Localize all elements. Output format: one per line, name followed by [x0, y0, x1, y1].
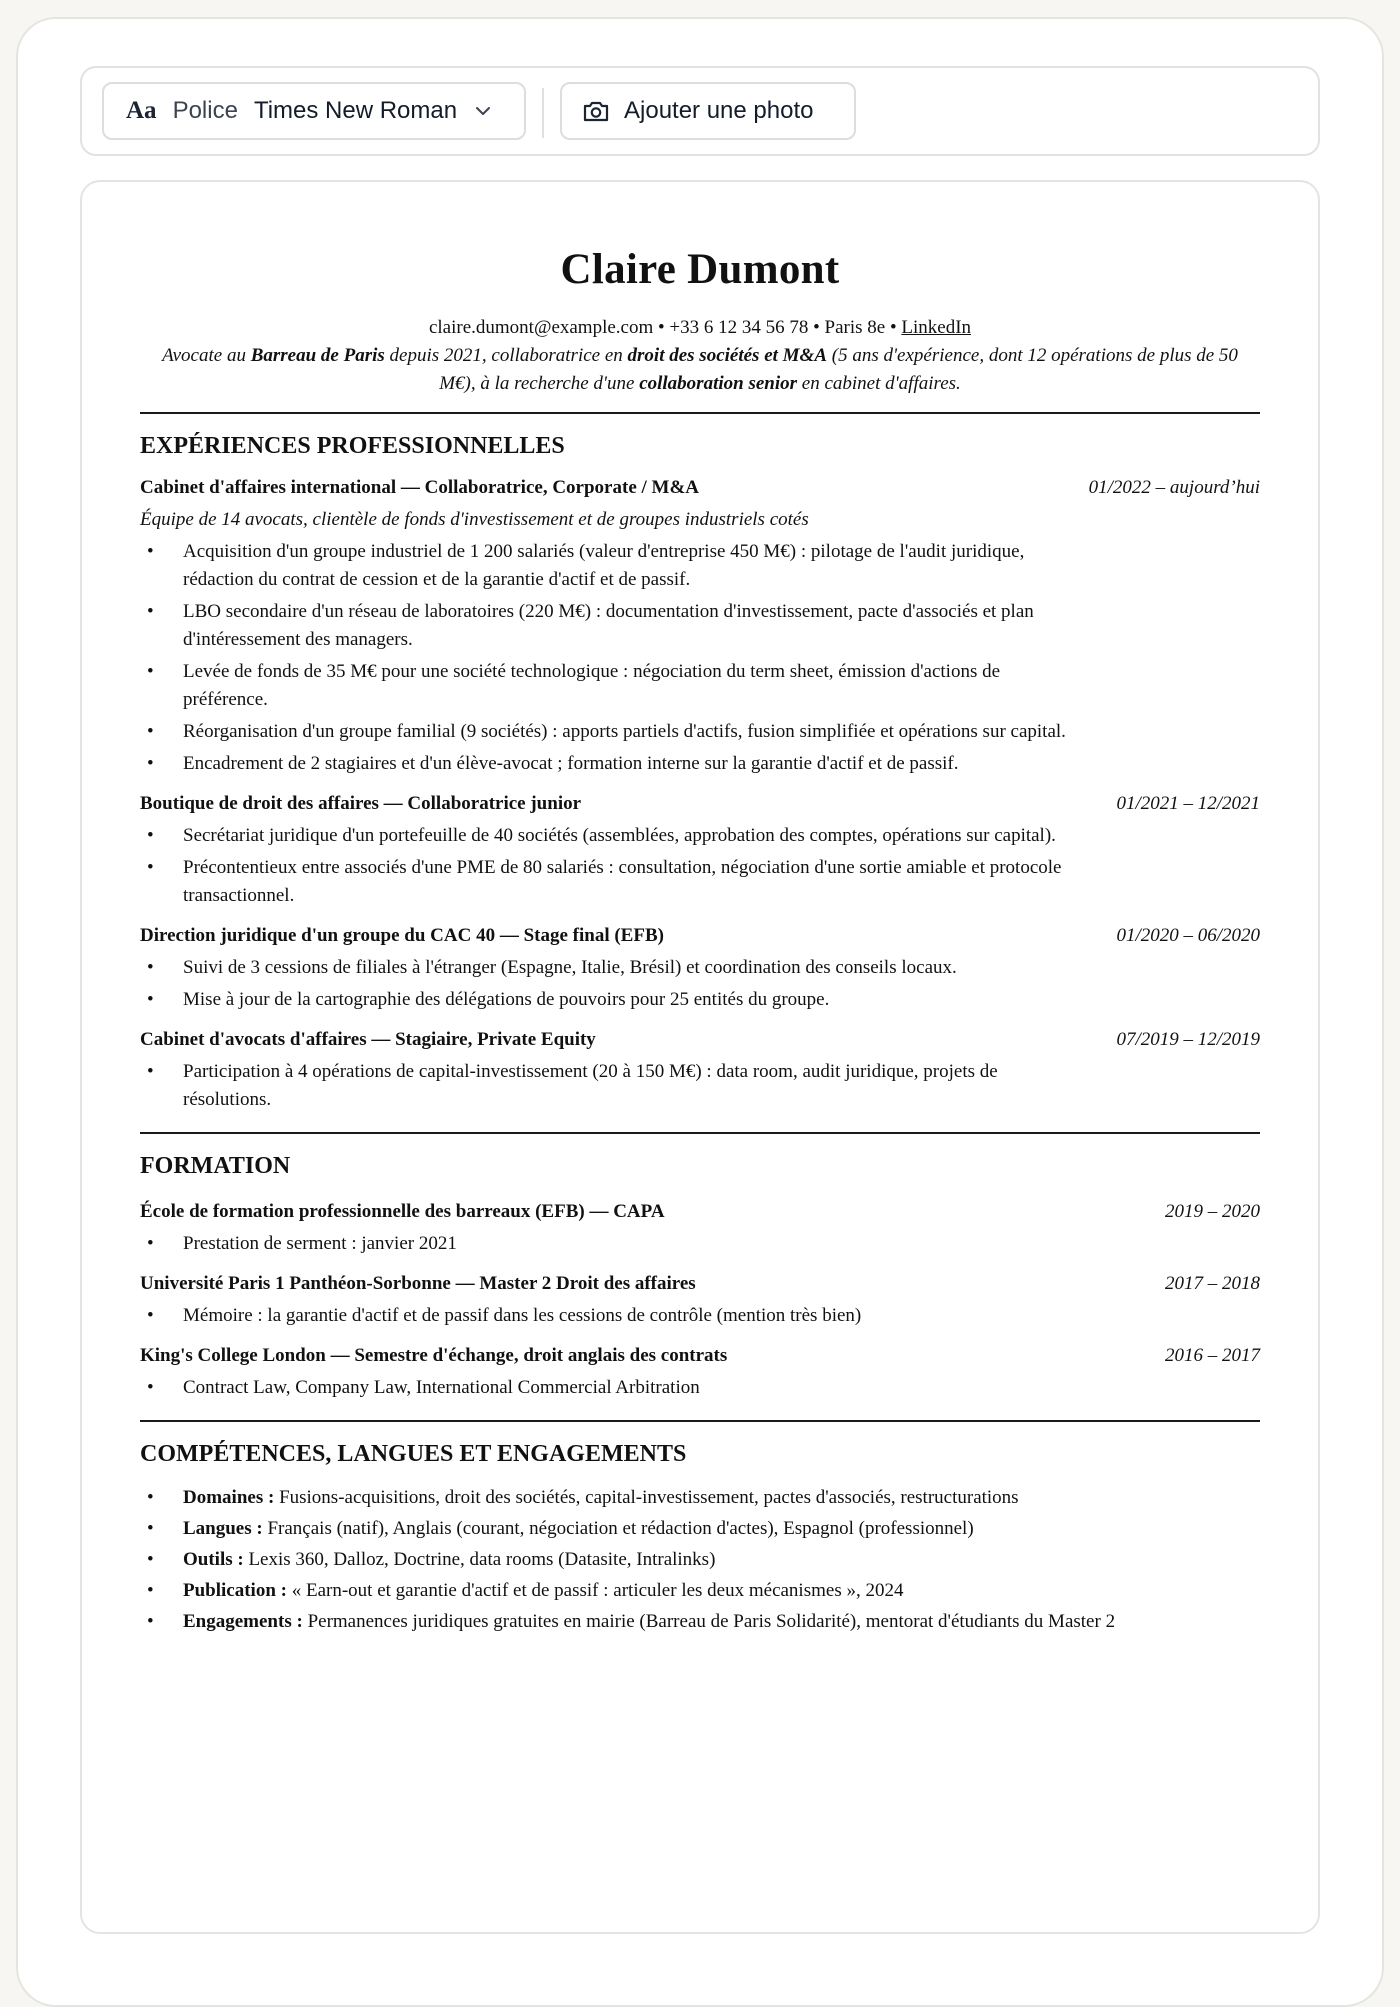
font-value: Times New Roman	[253, 97, 458, 124]
summary-text: (5 ans d'expérience, dont 12 opérations de plus de 50 M€), à la recherche d'une	[439, 345, 1238, 394]
contact-details: claire.dumont@example.com • +33 6 12 34 56 78 • Paris 8e •	[428, 317, 902, 338]
entry-title: École de formation professionnelle des barreaux (EFB) — CAPA	[140, 1201, 665, 1222]
skill-text: Fusions-acquisitions, droit des sociétés, capital-investissement, pactes d'associés, restructurations	[274, 1487, 1019, 1508]
entry-date: 2017 – 2018	[1165, 1273, 1260, 1294]
editor-toolbar	[80, 66, 1320, 156]
experience-entry	[140, 790, 1260, 910]
section-divider	[140, 1132, 1260, 1134]
experience-entry	[140, 1026, 1260, 1114]
list-item: • Suivi de 3 cessions de filiales à l'étranger (Espagne, Italie, Brésil) et coordination des conseils locaux.	[140, 954, 1260, 982]
list-item: • Contract Law, Company Law, International Commercial Arbitration	[140, 1374, 1260, 1402]
skill-label: Publication :	[183, 1580, 287, 1601]
entry-date: 2019 – 2020	[1165, 1201, 1260, 1222]
toolbar-divider	[542, 88, 544, 138]
entry-subtitle: Équipe de 14 avocats, clientèle de fonds d'investissement et de groupes industriels cotés	[140, 509, 809, 530]
bullet-list	[140, 1058, 1260, 1114]
entry-header	[140, 922, 1260, 950]
cv-summary	[140, 342, 1260, 398]
list-item: • Mémoire : la garantie d'actif et de passif dans les cessions de contrôle (mention très bien)	[140, 1302, 1260, 1330]
bullet-list	[140, 1374, 1260, 1402]
list-item: • Prestation de serment : janvier 2021	[140, 1230, 1260, 1258]
experience-entry	[140, 474, 1260, 778]
section-title-skills: COMPÉTENCES, LANGUES ET ENGAGEMENTS	[140, 1441, 687, 1467]
add-photo-button[interactable]	[560, 82, 856, 140]
list-item	[140, 1484, 1260, 1512]
skill-label: Langues :	[183, 1518, 263, 1539]
font-select[interactable]	[102, 82, 526, 140]
cv-document	[140, 236, 1260, 1636]
entry-header	[140, 474, 1260, 502]
section-title-education: FORMATION	[140, 1153, 291, 1179]
section-divider	[140, 412, 1260, 414]
list-item	[140, 1577, 1260, 1605]
section-title-experience: EXPÉRIENCES PROFESSIONNELLES	[140, 433, 565, 459]
list-item	[140, 1515, 1260, 1543]
section-divider	[140, 1420, 1260, 1422]
entry-title: Boutique de droit des affaires — Collaboratrice junior	[140, 793, 582, 814]
bullet-list	[140, 538, 1260, 778]
summary-text: depuis 2021, collaboratrice en	[384, 345, 628, 366]
font-label: Police	[172, 97, 238, 124]
summary-text: Avocate au	[162, 345, 251, 366]
list-item: • Participation à 4 opérations de capital-investissement (20 à 150 M€) : data room, audit juridique, projets de résolutions.	[140, 1058, 1260, 1114]
cv-name: Claire Dumont	[560, 246, 840, 293]
entry-date: 2016 – 2017	[1165, 1345, 1260, 1366]
entry-title: Cabinet d'affaires international — Collaboratrice, Corporate / M&A	[140, 477, 700, 498]
skill-label: Engagements :	[183, 1611, 303, 1632]
summary-bold: collaboration senior	[639, 373, 798, 394]
education-entry	[140, 1342, 1260, 1402]
list-item: • Mise à jour de la cartographie des délégations de pouvoirs pour 25 entités du groupe.	[140, 986, 1260, 1014]
camera-icon	[582, 99, 610, 123]
entry-title: Université Paris 1 Panthéon-Sorbonne — Master 2 Droit des affaires	[140, 1273, 696, 1294]
entry-date: 01/2022 – aujourd’hui	[1088, 477, 1260, 498]
education-entry	[140, 1198, 1260, 1258]
list-item	[140, 1608, 1260, 1636]
summary-bold: droit des sociétés et M&A	[627, 345, 828, 366]
skill-label: Domaines :	[183, 1487, 275, 1508]
list-item: • Acquisition d'un groupe industriel de 1 200 salariés (valeur d'entreprise 450 M€) : pilotage de l'audit juridique, rédaction du contrat de cession et de la garantie d'actif et de passif.	[140, 538, 1260, 594]
list-item: • Réorganisation d'un groupe familial (9 sociétés) : apports partiels d'actifs, fusion simplifiée et opérations sur capital.	[140, 718, 1260, 746]
add-photo-label: Ajouter une photo	[624, 97, 814, 124]
entry-date: 01/2020 – 06/2020	[1116, 925, 1260, 946]
list-item: • Levée de fonds de 35 M€ pour une société technologique : négociation du term sheet, émission d'actions de préférence.	[140, 658, 1260, 714]
entry-header	[140, 1198, 1260, 1226]
linkedin-link[interactable]: LinkedIn	[901, 317, 972, 338]
list-item	[140, 1546, 1260, 1574]
font-icon: Aa	[126, 97, 157, 124]
summary-text: en cabinet d'affaires.	[797, 373, 961, 394]
bullet-list	[140, 1302, 1260, 1330]
entry-date: 07/2019 – 12/2019	[1116, 1029, 1260, 1050]
summary-bold: Barreau de Paris	[250, 345, 385, 366]
entry-header	[140, 790, 1260, 818]
bullet-list	[140, 822, 1260, 910]
entry-title: King's College London — Semestre d'échange, droit anglais des contrats	[140, 1345, 728, 1366]
experience-entry	[140, 922, 1260, 1014]
contact-line	[140, 314, 1260, 342]
bullet-list	[140, 954, 1260, 1014]
list-item: • Secrétariat juridique d'un portefeuille de 40 sociétés (assemblées, approbation des comptes, opérations sur capital).	[140, 822, 1260, 850]
chevron-down-icon	[475, 106, 491, 116]
skill-label: Outils :	[183, 1549, 244, 1570]
entry-header	[140, 1342, 1260, 1370]
skill-text: « Earn-out et garantie d'actif et de passif : articuler les deux mécanismes », 2024	[286, 1580, 904, 1601]
entry-header	[140, 1270, 1260, 1298]
entry-header	[140, 1026, 1260, 1054]
list-item: • Encadrement de 2 stagiaires et d'un élève-avocat ; formation interne sur la garantie d'actif et de passif.	[140, 750, 1260, 778]
skill-text: Français (natif), Anglais (courant, négociation et rédaction d'actes), Espagnol (professionnel)	[262, 1518, 974, 1539]
list-item: • Précontentieux entre associés d'une PME de 80 salariés : consultation, négociation d'une sortie amiable et protocole transactionnel.	[140, 854, 1260, 910]
skill-text: Lexis 360, Dalloz, Doctrine, data rooms (Datasite, Intralinks)	[243, 1549, 716, 1570]
entry-title: Cabinet d'avocats d'affaires — Stagiaire, Private Equity	[140, 1029, 596, 1050]
education-entry	[140, 1270, 1260, 1330]
bullet-list	[140, 1230, 1260, 1258]
skill-text: Permanences juridiques gratuites en mairie (Barreau de Paris Solidarité), mentorat d'étudiants du Master 2	[302, 1611, 1116, 1632]
list-item: • LBO secondaire d'un réseau de laboratoires (220 M€) : documentation d'investissement, pacte d'associés et plan d'intéressement des managers.	[140, 598, 1260, 654]
skills-list	[140, 1484, 1260, 1636]
entry-date: 01/2021 – 12/2021	[1116, 793, 1260, 814]
entry-title: Direction juridique d'un groupe du CAC 40 — Stage final (EFB)	[140, 925, 664, 946]
